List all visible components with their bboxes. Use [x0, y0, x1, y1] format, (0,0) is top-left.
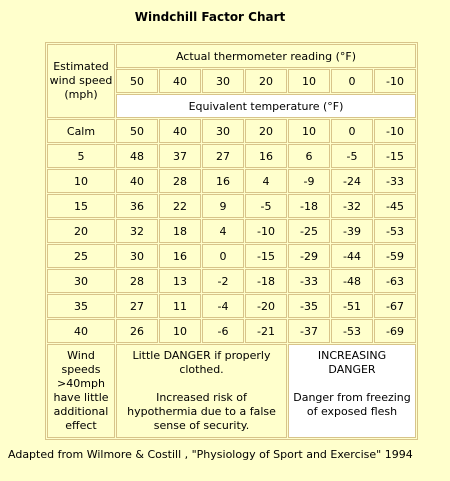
windchill-value-cell: -10 — [374, 119, 416, 143]
temp-header-cell: 30 — [202, 69, 244, 93]
temp-header-cell: 10 — [288, 69, 330, 93]
table-row — [47, 119, 416, 143]
windchill-value-cell: 27 — [116, 294, 158, 318]
windchill-value-cell: -35 — [288, 294, 330, 318]
wind-speed-cell: 40 — [47, 319, 115, 343]
windchill-value-cell: -53 — [331, 319, 373, 343]
windchill-value-cell: 20 — [245, 119, 287, 143]
windchill-value-cell: 16 — [245, 144, 287, 168]
windchill-value-cell: 28 — [116, 269, 158, 293]
windchill-value-cell: 40 — [116, 169, 158, 193]
windchill-value-cell: 6 — [288, 144, 330, 168]
temp-header-cell: 20 — [245, 69, 287, 93]
table-row — [47, 169, 416, 193]
wind-speed-cell: 10 — [47, 169, 115, 193]
windchill-value-cell: -15 — [374, 144, 416, 168]
windchill-value-cell: 13 — [159, 269, 201, 293]
windchill-value-cell: -21 — [245, 319, 287, 343]
windchill-value-cell: 28 — [159, 169, 201, 193]
windchill-value-cell: -5 — [245, 194, 287, 218]
wind-speed-cell: 5 — [47, 144, 115, 168]
windchill-value-cell: -37 — [288, 319, 330, 343]
header-row-actual — [47, 44, 416, 68]
wind-speed-cell: 15 — [47, 194, 115, 218]
windchill-value-cell: -69 — [374, 319, 416, 343]
windchill-value-cell: 16 — [202, 169, 244, 193]
windchill-value-cell: -25 — [288, 219, 330, 243]
little-danger-heading: Little DANGER if properly clothed. — [132, 349, 271, 376]
windchill-value-cell: 10 — [159, 319, 201, 343]
source-footer: Adapted from Wilmore & Costill , "Physiology of Sport and Exercise" 1994 — [8, 448, 413, 461]
windchill-value-cell: 48 — [116, 144, 158, 168]
windchill-value-cell: -29 — [288, 244, 330, 268]
windchill-value-cell: -51 — [331, 294, 373, 318]
windchill-value-cell: -59 — [374, 244, 416, 268]
windchill-value-cell: 10 — [288, 119, 330, 143]
temp-header-cell: 50 — [116, 69, 158, 93]
windchill-value-cell: -6 — [202, 319, 244, 343]
windchill-value-cell: 36 — [116, 194, 158, 218]
wind-speed-cell: 20 — [47, 219, 115, 243]
table-row — [47, 219, 416, 243]
table-row — [47, 319, 416, 343]
windchill-value-cell: -63 — [374, 269, 416, 293]
windchill-value-cell: 32 — [116, 219, 158, 243]
windchill-value-cell: -9 — [288, 169, 330, 193]
increasing-danger-cell — [288, 344, 416, 438]
wind-speed-cell: 35 — [47, 294, 115, 318]
windchill-value-cell: 50 — [116, 119, 158, 143]
wind-speed-cell: 25 — [47, 244, 115, 268]
windchill-value-cell: 0 — [331, 119, 373, 143]
windchill-value-cell: -45 — [374, 194, 416, 218]
windchill-value-cell: 4 — [245, 169, 287, 193]
table-row — [47, 269, 416, 293]
windchill-value-cell: -18 — [245, 269, 287, 293]
windchill-value-cell: 16 — [159, 244, 201, 268]
windchill-value-cell: -67 — [374, 294, 416, 318]
windchill-value-cell: 9 — [202, 194, 244, 218]
windchill-value-cell: 4 — [202, 219, 244, 243]
windchill-value-cell: -15 — [245, 244, 287, 268]
windchill-value-cell: 0 — [202, 244, 244, 268]
wind-speed-cell: Calm — [47, 119, 115, 143]
windchill-value-cell: -33 — [288, 269, 330, 293]
little-danger-cell — [116, 344, 287, 438]
windchill-value-cell: -4 — [202, 294, 244, 318]
windchill-value-cell: -32 — [331, 194, 373, 218]
windchill-value-cell: -10 — [245, 219, 287, 243]
windchill-value-cell: -5 — [331, 144, 373, 168]
windchill-value-cell: -48 — [331, 269, 373, 293]
windchill-value-cell: -39 — [331, 219, 373, 243]
windchill-value-cell: -53 — [374, 219, 416, 243]
wind-speed-note: Wind speeds >40mph have little additional effect — [47, 344, 115, 438]
actual-header: Actual thermometer reading (°F) — [116, 44, 416, 68]
windchill-value-cell: -33 — [374, 169, 416, 193]
temp-header-cell: -10 — [374, 69, 416, 93]
speed-header: Estimated wind speed (mph) — [47, 44, 115, 118]
windchill-value-cell: -24 — [331, 169, 373, 193]
little-danger-detail: Increased risk of hypothermia due to a false sense of security. — [127, 391, 276, 432]
temp-header-cell: 0 — [331, 69, 373, 93]
windchill-value-cell: 30 — [202, 119, 244, 143]
temp-header-cell: 40 — [159, 69, 201, 93]
table-row — [47, 194, 416, 218]
wind-speed-cell: 30 — [47, 269, 115, 293]
windchill-value-cell: 27 — [202, 144, 244, 168]
windchill-value-cell: -18 — [288, 194, 330, 218]
windchill-value-cell: 18 — [159, 219, 201, 243]
windchill-value-cell: -2 — [202, 269, 244, 293]
windchill-value-cell: -44 — [331, 244, 373, 268]
windchill-value-cell: 22 — [159, 194, 201, 218]
table-row — [47, 294, 416, 318]
windchill-value-cell: 11 — [159, 294, 201, 318]
table-row — [47, 244, 416, 268]
windchill-table — [45, 42, 418, 440]
windchill-value-cell: 30 — [116, 244, 158, 268]
equivalent-header: Equivalent temperature (°F) — [116, 94, 416, 118]
notes-row — [47, 344, 416, 438]
windchill-value-cell: -20 — [245, 294, 287, 318]
windchill-value-cell: 40 — [159, 119, 201, 143]
windchill-value-cell: 37 — [159, 144, 201, 168]
table-row — [47, 144, 416, 168]
windchill-value-cell: 26 — [116, 319, 158, 343]
increasing-danger-detail: Danger from freezing of exposed flesh — [293, 391, 411, 418]
increasing-danger-heading: INCREASING DANGER — [317, 349, 387, 376]
chart-title: Windchill Factor Chart — [134, 10, 286, 24]
